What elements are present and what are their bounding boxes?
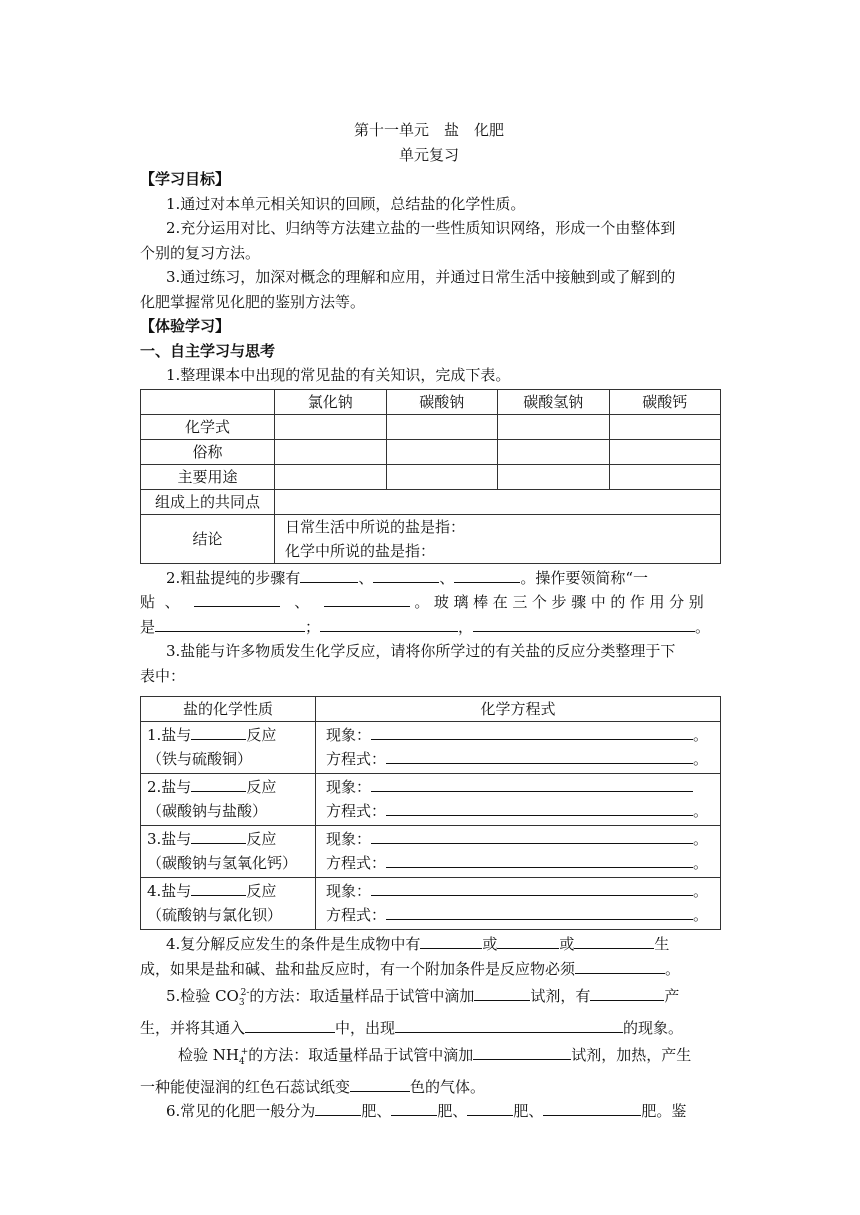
answer-blank[interactable] [386, 748, 693, 764]
subscript: 4 [238, 1057, 245, 1067]
text: 、 [164, 593, 180, 611]
answer-blank[interactable] [371, 828, 693, 844]
answer-blank[interactable] [420, 933, 482, 949]
question-1: 1.整理课本中出现的常见盐的有关知识，完成下表。 [166, 366, 511, 384]
answer-blank[interactable] [350, 1076, 410, 1092]
text: 或 [482, 935, 498, 953]
example-text: （碳酸钠与盐酸） [147, 802, 268, 820]
col-header: 碳酸氢钠 [498, 389, 610, 414]
answer-blank[interactable] [575, 958, 665, 974]
text: 。 [693, 882, 709, 900]
answer-blank[interactable] [191, 880, 246, 896]
col-header: 化学方程式 [316, 697, 721, 722]
question-4-line-1 [140, 932, 722, 957]
row-header: 化学式 [141, 414, 275, 439]
text: 。 [665, 959, 681, 978]
text: 反应 [246, 778, 277, 796]
superscript: 2- [240, 988, 250, 998]
text: 4.盐与 [147, 882, 192, 900]
text: 一种能使湿润的红色石蕊试纸变 [140, 1077, 351, 1096]
text: 。 [693, 830, 709, 848]
text: 2.盐与 [147, 778, 192, 796]
text: 现象： [326, 778, 372, 796]
question-2-line-2 [140, 590, 722, 615]
answer-blank[interactable] [191, 776, 246, 792]
goals-heading: 【学习目标】 [140, 170, 231, 188]
subscript: 3 [238, 998, 245, 1008]
answer-blank[interactable] [473, 1044, 571, 1060]
table-row [141, 489, 721, 514]
answer-blank[interactable] [194, 591, 280, 607]
answer-blank[interactable] [373, 567, 439, 583]
text: 、 [439, 568, 455, 587]
answer-blank[interactable] [474, 985, 530, 1001]
reaction-table-header [141, 697, 721, 722]
text: 1.盐与 [147, 726, 192, 744]
answer-blank[interactable] [497, 933, 559, 949]
answer-blank[interactable] [371, 724, 693, 740]
goal-2-line-2: 个别的复习方法。 [140, 243, 261, 262]
text: 中，出现 [335, 1018, 396, 1037]
salt-table-header [141, 389, 721, 414]
text: 方程式： [326, 906, 387, 924]
table-cell[interactable] [386, 414, 498, 439]
example-text: （铁与硫酸铜） [147, 750, 253, 768]
table-row [141, 439, 721, 464]
answer-blank[interactable] [386, 904, 693, 920]
answer-blank[interactable] [320, 616, 458, 632]
table-cell [141, 389, 275, 414]
text: 现象： [326, 830, 372, 848]
text: 检验 NH [178, 1046, 239, 1064]
table-row [141, 464, 721, 489]
table-cell[interactable] [386, 464, 498, 489]
question-2-line-1 [140, 566, 722, 591]
answer-blank[interactable] [454, 567, 520, 583]
property-cell [141, 722, 316, 774]
text: 。 [693, 854, 709, 872]
text: 肥、 [437, 1102, 468, 1120]
question-3-line-2: 表中： [140, 666, 186, 685]
text: ； [305, 617, 321, 636]
question-2-line-3 [140, 615, 722, 640]
answer-blank[interactable] [467, 1100, 513, 1116]
table-row [141, 878, 721, 930]
row-header: 结论 [141, 514, 275, 563]
table-cell[interactable] [275, 489, 721, 514]
table-cell[interactable] [386, 439, 498, 464]
answer-blank[interactable] [191, 828, 246, 844]
text: 6.常见的化肥一般分为 [166, 1102, 316, 1120]
table-row [141, 826, 721, 878]
col-header: 盐的化学性质 [141, 697, 316, 722]
text: 肥、 [361, 1102, 392, 1120]
text: 贴 [140, 593, 156, 611]
question-6-line-1 [140, 1099, 722, 1124]
property-cell [141, 826, 316, 878]
answer-blank[interactable] [155, 616, 305, 632]
text: 、 [358, 568, 374, 587]
answer-blank[interactable] [386, 800, 693, 816]
salt-table [140, 389, 721, 564]
text: 现象： [326, 882, 372, 900]
col-header: 氯化钠 [275, 389, 387, 414]
document-page [140, 118, 722, 1124]
text: 的方法：取适量样品于试管中滴加 [248, 1046, 474, 1064]
page-subtitle: 单元复习 [398, 145, 459, 164]
text: 方程式： [326, 854, 387, 872]
goal-3-line-2: 化肥掌握常见化肥的鉴别方法等。 [140, 292, 366, 311]
table-row [141, 414, 721, 439]
text: 3.盐与 [147, 830, 192, 848]
col-header: 碳酸钙 [609, 389, 721, 414]
answer-blank[interactable] [574, 933, 654, 949]
question-5-line-2 [140, 1016, 722, 1041]
conclusion-line-2: 化学中所说的盐是指： [285, 541, 436, 560]
row-header: 主要用途 [141, 464, 275, 489]
goal-1: 1.通过对本单元相关知识的回顾，总结盐的化学性质。 [166, 194, 526, 213]
text: 。 [693, 906, 709, 924]
row-header: 俗称 [141, 439, 275, 464]
answer-blank[interactable] [371, 880, 693, 896]
text: 现象： [326, 726, 372, 744]
text: 或 [559, 935, 575, 953]
table-row [141, 774, 721, 826]
page-title: 第十一单元 盐 化肥 [353, 121, 504, 139]
table-cell[interactable] [498, 414, 610, 439]
answer-blank[interactable] [300, 567, 358, 583]
row-header: 组成上的共同点 [141, 489, 275, 514]
answer-blank[interactable] [371, 776, 693, 792]
text: 。玻璃棒在三个步骤中的作用分别 [414, 593, 709, 611]
table-cell[interactable] [275, 464, 387, 489]
text: 产 [664, 987, 680, 1005]
goal-3-line-1: 3.通过练习，加深对概念的理解和应用，并通过日常生活中接触到或了解到的 [166, 268, 676, 286]
experience-heading: 【体验学习】 [140, 317, 231, 335]
text: 反应 [246, 726, 277, 744]
text: 试剂，加热，产生 [571, 1046, 692, 1064]
example-text: （硫酸钠与氯化钡） [147, 906, 283, 924]
text: 。操作要领简称“一 [520, 568, 649, 587]
answer-blank[interactable] [245, 1017, 335, 1033]
text: 方程式： [326, 802, 387, 820]
question-4-line-2 [140, 957, 722, 982]
reaction-table [140, 696, 721, 930]
table-cell[interactable] [275, 414, 387, 439]
text: 生，并将其通入 [140, 1018, 246, 1037]
answer-blank[interactable] [590, 985, 664, 1001]
equation-cell [316, 878, 721, 930]
equation-cell [316, 722, 721, 774]
answer-blank[interactable] [391, 1100, 437, 1116]
question-3-line-1: 3.盐能与许多物质发生化学反应，请将你所学过的有关盐的反应分类整理于下 [166, 642, 676, 660]
answer-blank[interactable] [315, 1100, 361, 1116]
question-5b-line-2 [140, 1075, 722, 1100]
text: 、 [294, 593, 310, 611]
text: 生 [654, 935, 670, 953]
section-1-heading: 一、自主学习与思考 [140, 341, 276, 360]
text: 的现象。 [623, 1018, 684, 1037]
table-cell[interactable] [275, 439, 387, 464]
text: 是 [140, 617, 156, 636]
text: 。 [695, 617, 711, 636]
table-cell[interactable] [609, 464, 721, 489]
table-row [141, 722, 721, 774]
table-cell[interactable] [609, 439, 721, 464]
example-text: （碳酸钠与氢氧化钙） [147, 854, 298, 872]
text: 的方法：取适量样品于试管中滴加 [249, 987, 475, 1005]
answer-blank[interactable] [324, 591, 410, 607]
text: 肥。鉴 [641, 1102, 687, 1120]
equation-cell [316, 826, 721, 878]
text: 4.复分解反应发生的条件是生成物中有 [166, 935, 421, 953]
table-cell[interactable] [498, 439, 610, 464]
answer-blank[interactable] [473, 616, 695, 632]
text: 反应 [246, 882, 277, 900]
col-header: 碳酸钠 [386, 389, 498, 414]
table-cell[interactable] [609, 414, 721, 439]
text: 。 [693, 750, 709, 768]
text: 反应 [246, 830, 277, 848]
text: 5.检验 CO [166, 987, 239, 1005]
answer-blank[interactable] [543, 1100, 641, 1116]
text: 肥、 [513, 1102, 544, 1120]
table-row [141, 514, 721, 563]
equation-cell [316, 774, 721, 826]
question-5-line-1 [140, 981, 722, 1016]
text: 。 [693, 802, 709, 820]
text: 成，如果是盐和碱、盐和盐反应时，有一个附加条件是反应物必须 [140, 959, 576, 978]
text: 2.粗盐提纯的步骤有 [166, 568, 301, 587]
text: ， [458, 617, 474, 636]
conclusion-cell [275, 514, 721, 563]
table-cell[interactable] [498, 464, 610, 489]
property-cell [141, 774, 316, 826]
question-5b-line-1 [140, 1040, 722, 1075]
conclusion-line-1: 日常生活中所说的盐是指： [285, 517, 466, 536]
answer-blank[interactable] [395, 1017, 623, 1033]
text: 色的气体。 [410, 1077, 486, 1096]
text: 。 [693, 726, 709, 744]
text: 方程式： [326, 750, 387, 768]
goal-2-line-1: 2.充分运用对比、归纳等方法建立盐的一些性质知识网络，形成一个由整体到 [166, 219, 676, 237]
property-cell [141, 878, 316, 930]
superscript: + [240, 1047, 249, 1057]
answer-blank[interactable] [191, 724, 246, 740]
answer-blank[interactable] [386, 852, 693, 868]
text: 试剂，有 [530, 987, 591, 1005]
